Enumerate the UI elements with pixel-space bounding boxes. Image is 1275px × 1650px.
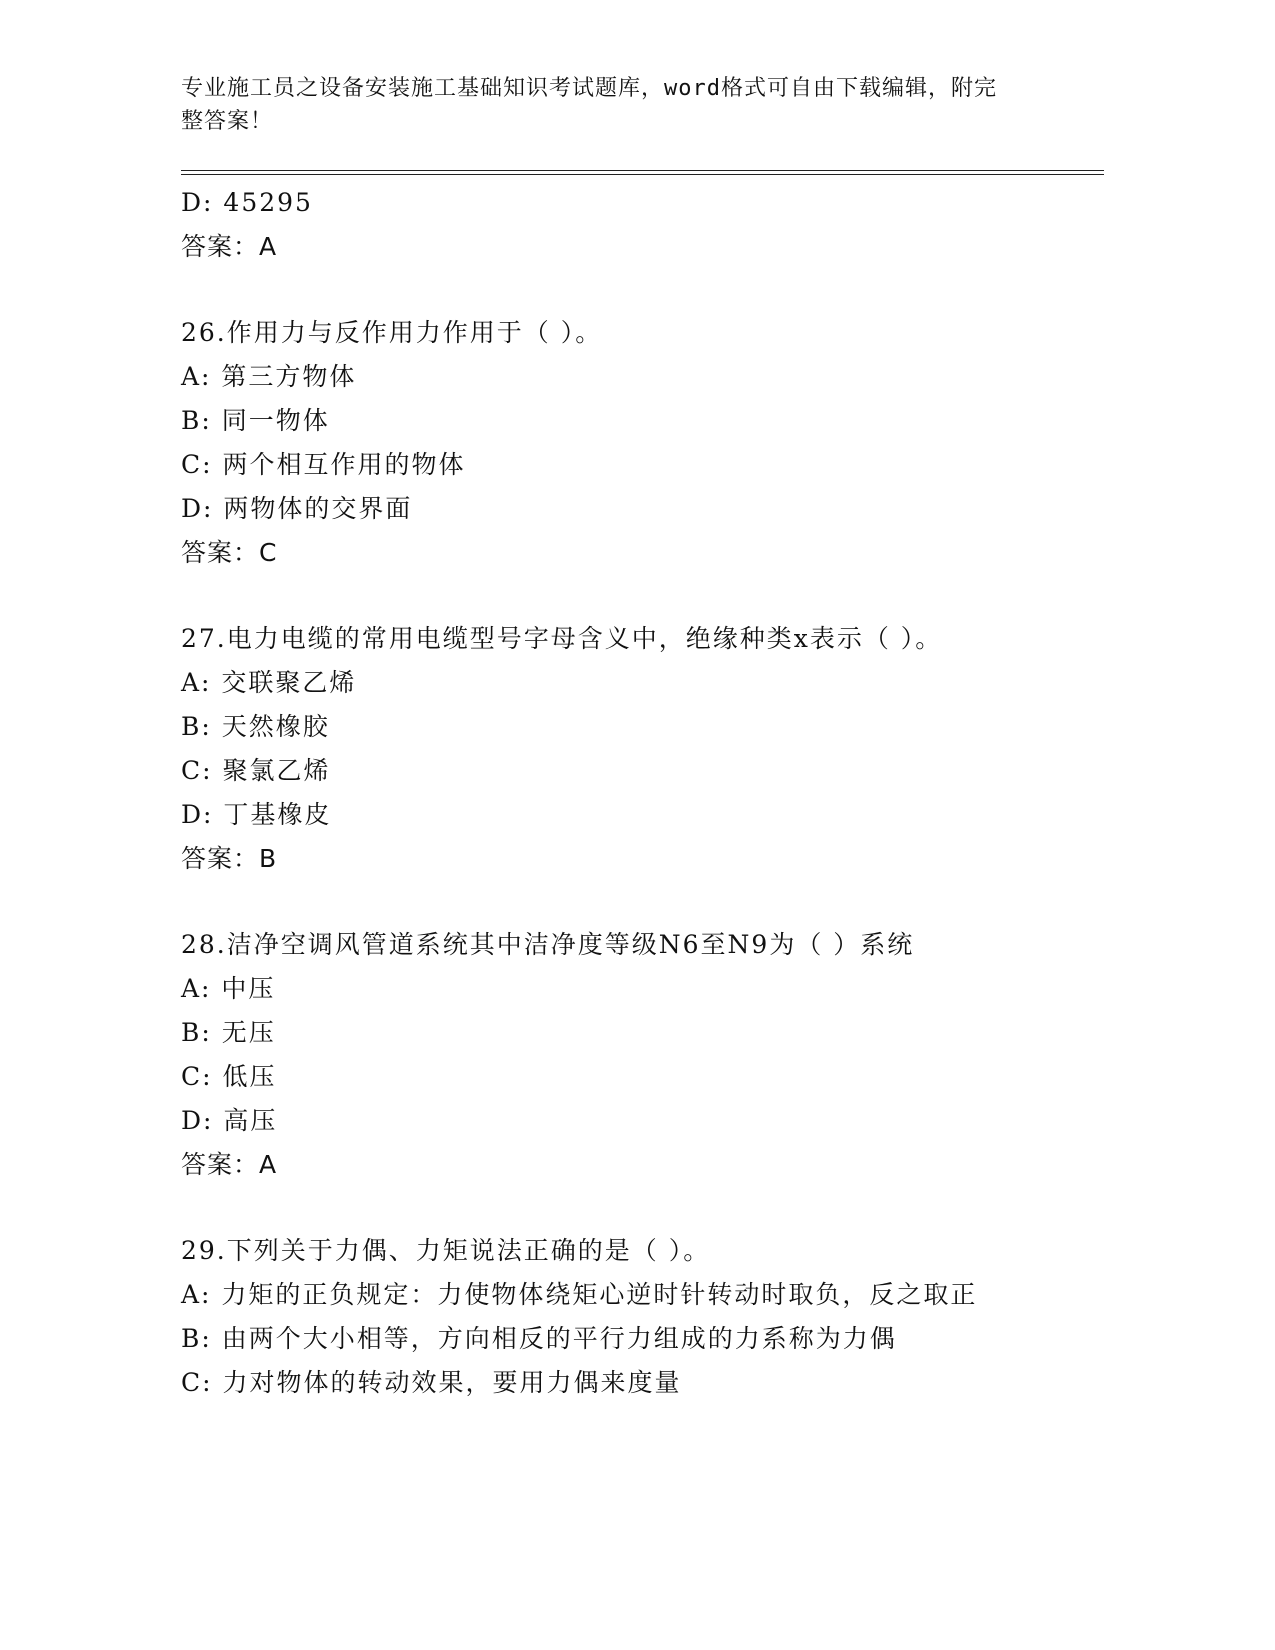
option-d: D: 高压 [181, 1106, 278, 1135]
option-d: D: 45295 [181, 188, 313, 217]
header-divider-top [181, 170, 1104, 171]
option-b: B: 无压 [181, 1018, 276, 1047]
option-a: A: 力矩的正负规定：力使物体绕矩心逆时针转动时取负，反之取正 [181, 1280, 978, 1309]
question-27 [181, 619, 1101, 883]
question-28 [181, 925, 1101, 1189]
header-title-line-1: 专业施工员之设备安装施工基础知识考试题库，word格式可自由下载编辑，附完 [181, 76, 997, 101]
option-b: B: 同一物体 [181, 406, 330, 435]
option-c: C: 力对物体的转动效果，要用力偶来度量 [181, 1368, 682, 1397]
answer-line: 答案：B [181, 844, 278, 873]
option-d: D: 丁基橡皮 [181, 800, 332, 829]
option-a: A: 第三方物体 [181, 362, 357, 391]
spacer [181, 883, 1101, 925]
answer-line: 答案：C [181, 538, 278, 567]
header-divider-bottom [181, 174, 1104, 175]
option-d: D: 两物体的交界面 [181, 494, 413, 523]
option-b: B: 天然橡胶 [181, 712, 330, 741]
option-b: B: 由两个大小相等，方向相反的平行力组成的力系称为力偶 [181, 1324, 897, 1353]
question-stem: 29.下列关于力偶、力矩说法正确的是（ ）。 [181, 1236, 711, 1265]
option-a: A: 交联聚乙烯 [181, 668, 357, 697]
question-stem: 27.电力电缆的常用电缆型号字母含义中，绝缘种类x表示（ ）。 [181, 624, 943, 653]
option-c: C: 聚氯乙烯 [181, 756, 331, 785]
answer-line: 答案：A [181, 1150, 278, 1179]
header-title-line-2: 整答案！ [181, 109, 274, 134]
option-c: C: 两个相互作用的物体 [181, 450, 466, 479]
question-stem: 26.作用力与反作用力作用于（ ）。 [181, 318, 603, 347]
answer-line: 答案：A [181, 232, 278, 261]
option-c: C: 低压 [181, 1062, 277, 1091]
question-stem: 28.洁净空调风管道系统其中洁净度等级N6至N9为（ ）系统 [181, 930, 915, 959]
spacer [181, 577, 1101, 619]
question-29 [181, 1231, 1101, 1407]
option-a: A: 中压 [181, 974, 276, 1003]
document-header [181, 72, 1061, 138]
spacer [181, 1189, 1101, 1231]
question-26 [181, 313, 1101, 577]
question-content [181, 183, 1101, 1407]
spacer [181, 271, 1101, 313]
